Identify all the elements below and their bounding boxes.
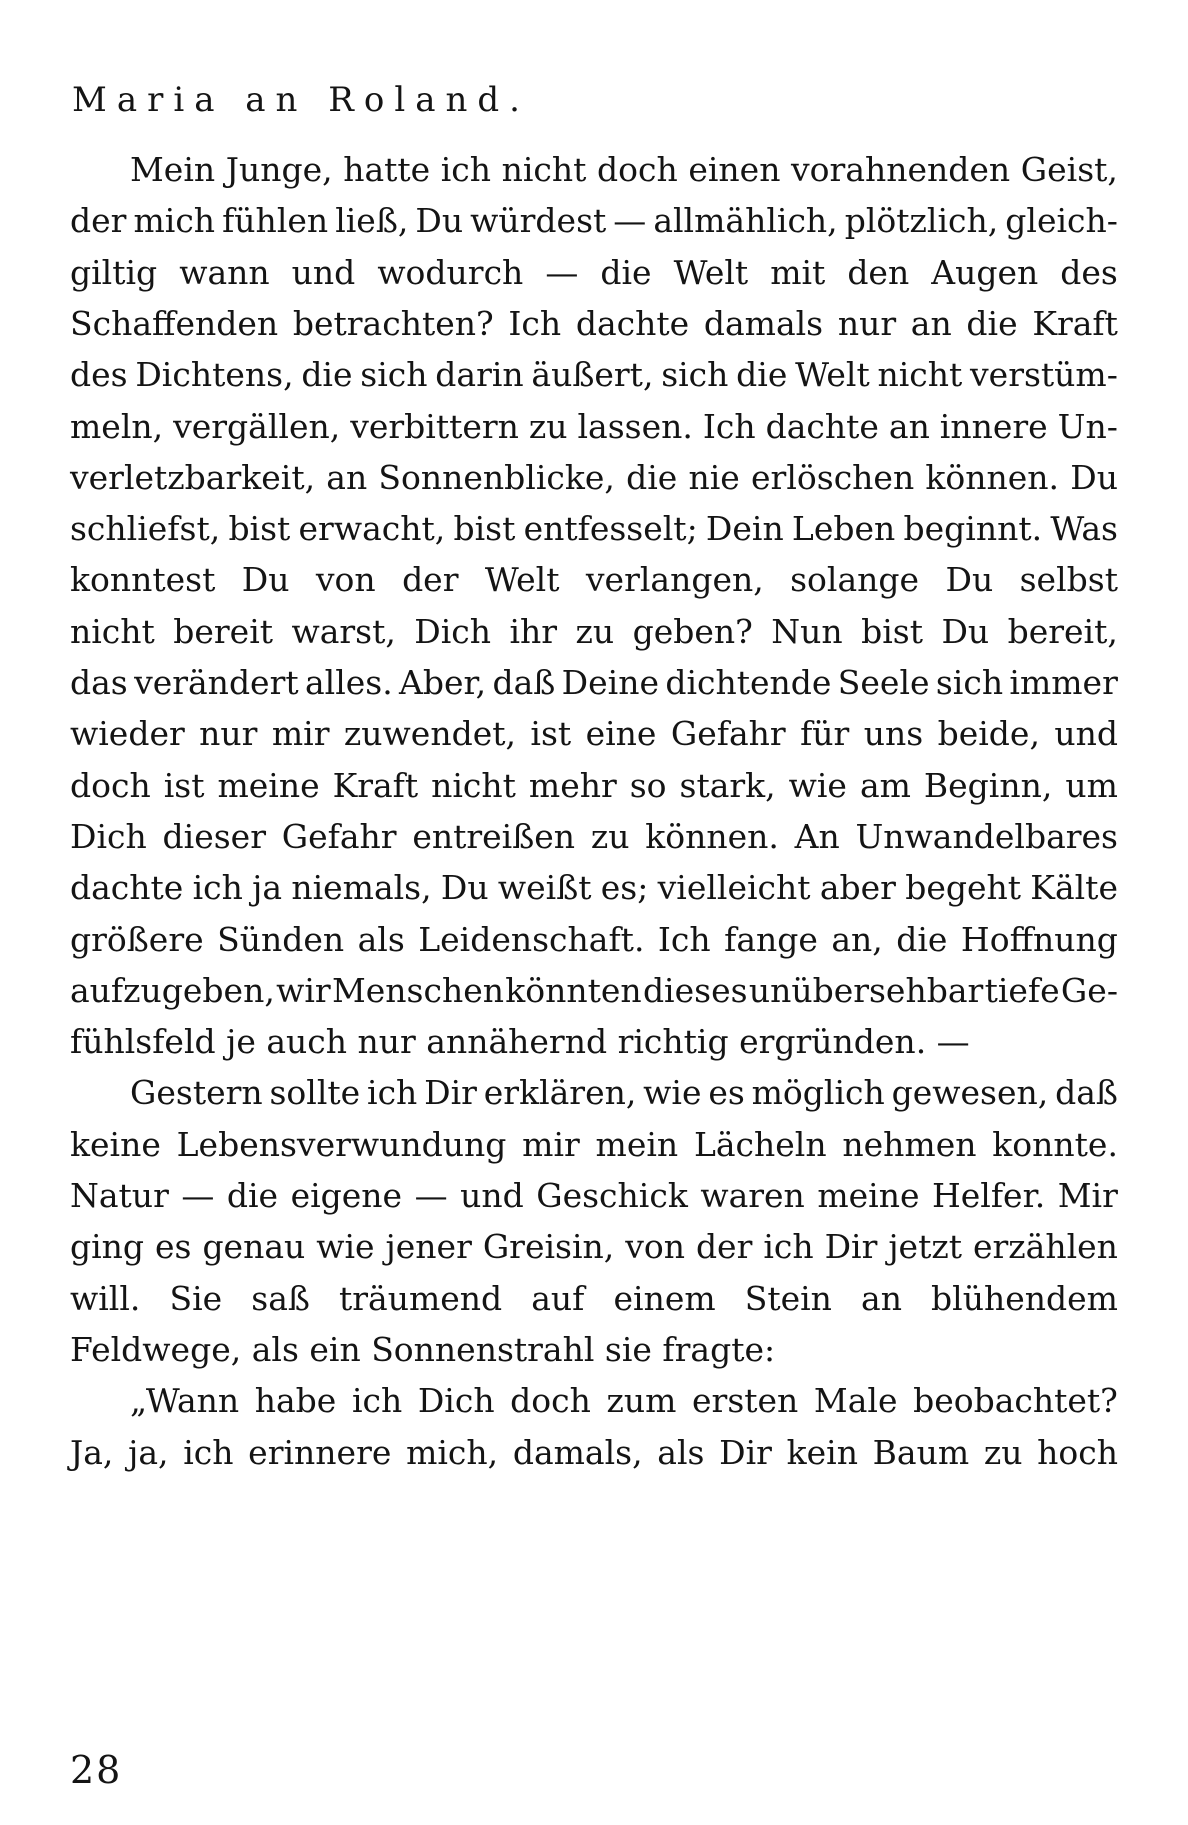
text-line: konntest Du von der Welt verlangen, solange Du selbst <box>70 560 1118 599</box>
text-line: Feldwege, als ein Sonnenstrahl sie fragte: <box>70 1330 776 1369</box>
text-line: will. Sie saß träumend auf einem Stein an blühendem <box>70 1279 1118 1318</box>
letter-heading: Maria an Roland. <box>72 80 530 120</box>
text-line: ging es genau wie jener Greisin, von der ich Dir jetzt erzählen <box>70 1227 1118 1266</box>
text-line: der mich fühlen ließ, Du würdest — allmählich, plötzlich, gleich- <box>70 201 1118 240</box>
text-line: keine Lebensverwundung mir mein Lächeln nehmen konnte. <box>70 1125 1118 1164</box>
text-line: das verändert alles. Aber, daß Deine dichtende Seele sich immer <box>70 663 1118 702</box>
text-line: Dich dieser Gefahr entreißen zu können. An Unwandelbares <box>70 817 1118 856</box>
text-line: doch ist meine Kraft nicht mehr so stark, wie am Beginn, um <box>70 766 1118 805</box>
text-line: giltig wann und wodurch — die Welt mit den Augen des <box>70 253 1118 292</box>
text-line: meln, vergällen, verbittern zu lassen. Ich dachte an innere Un- <box>70 407 1118 446</box>
text-line: fühlsfeld je auch nur annähernd richtig ergründen. — <box>70 1022 970 1061</box>
text-line: Schaffenden betrachten? Ich dachte damals nur an die Kraft <box>70 304 1118 343</box>
text-line: nicht bereit warst, Dich ihr zu geben? Nun bist Du bereit, <box>70 612 1118 651</box>
text-line: aufzugeben, wir Menschen könnten dieses unübersehbar tiefe Ge- <box>70 971 1118 1010</box>
text-line: größere Sünden als Leidenschaft. Ich fange an, die Hoffnung <box>70 920 1118 959</box>
text-line: schliefst, bist erwacht, bist entfesselt; Dein Leben beginnt. Was <box>70 509 1118 548</box>
text-line: Natur — die eigene — und Geschick waren meine Helfer. Mir <box>70 1176 1118 1215</box>
text-line: verletzbarkeit, an Sonnenblicke, die nie erlöschen können. Du <box>70 458 1118 497</box>
text-line: Gestern sollte ich Dir erklären, wie es möglich gewesen, daß <box>130 1073 1118 1112</box>
page-number: 28 <box>70 1748 123 1792</box>
text-line: Ja, ja, ich erinnere mich, damals, als Dir kein Baum zu hoch <box>70 1433 1118 1472</box>
text-line: Mein Junge, hatte ich nicht doch einen vorahnenden Geist, <box>130 150 1118 189</box>
text-line: wieder nur mir zuwendet, ist eine Gefahr für uns beide, und <box>70 714 1118 753</box>
text-line: „Wann habe ich Dich doch zum ersten Male beobachtet? <box>130 1381 1118 1420</box>
text-line: des Dichtens, die sich darin äußert, sich die Welt nicht verstüm- <box>70 355 1118 394</box>
text-line: dachte ich ja niemals, Du weißt es; vielleicht aber begeht Kälte <box>70 868 1118 907</box>
